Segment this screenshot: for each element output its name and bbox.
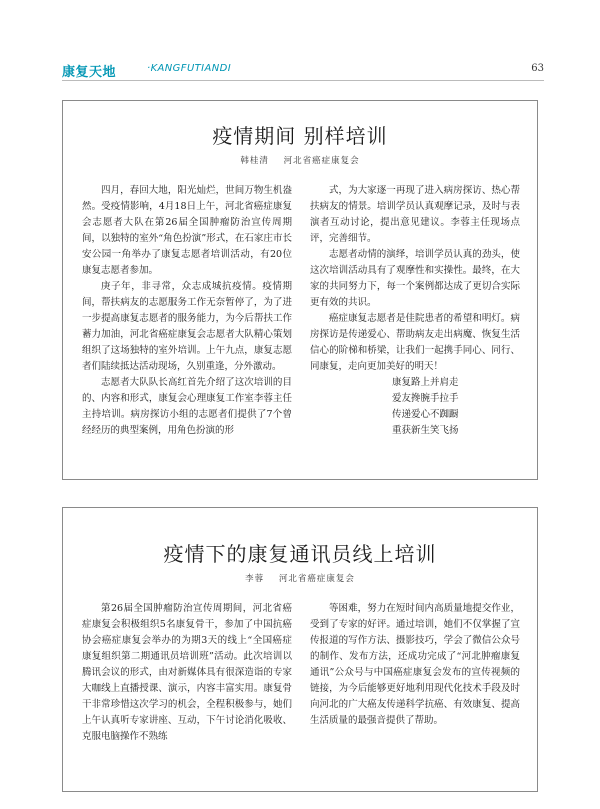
article-1-byline: 韩桂清 河北省癌症康复会 (240, 156, 360, 166)
paragraph: 志愿者动情的演绎，培训学员认真的劲头，使这次培训活动具有了观摩性和实操性。最终，在大家的共同努力下，每一个案例都达成了更切合实际更有效的共识。 (310, 249, 520, 308)
poem-line: 重获新生笑飞扬 (392, 425, 459, 436)
article-2-title: 疫情下的康复通讯员线上培训 (163, 542, 437, 566)
header-rule (62, 80, 544, 81)
article-2-right-column (310, 601, 520, 787)
paragraph: 式，为大家逐一再现了进入病房探访、热心帮扶病友的情景。培训学员认真观摩记录，及时与表演者互动讨论，提出意见建议。李蓉主任现场点评，完善细节。 (310, 185, 520, 244)
paragraph: 志愿者大队队长高红首先介绍了这次培训的目的、内容和形式，康复会心理康复工作室李蓉主任主持培训。病房探访小组的志愿者们提供了7个曾经经历的典型案例，用角色扮演的形 (82, 377, 292, 436)
article-box-2 (62, 507, 538, 792)
article-1-title: 疫情期间 别样培训 (212, 124, 388, 148)
paragraph: 第26届全国肿瘤防治宣传周期间，河北省癌症康复会积极组织5名康复骨干，参加了中国抗癌协会癌症康复会举办的为期3天的线上“全国癌症康复组织第二期通讯员培训班”活动。此次培训以腾讯会议的形式，由对新媒体具有很深造诣的专家大咖线上直播授课、演示，内容丰富实用。康复骨干非常珍惜这次学习的机会，全程积极参与，她们上午认真听专家讲座、互动，下午讨论消化吸收、克服电脑操作不熟练 (82, 603, 292, 742)
running-header (62, 60, 544, 82)
poem-line: 传递爱心不踟蹰 (392, 409, 459, 420)
paragraph: 庚子年，非寻常，众志成城抗疫情。疫情期间，帮扶病友的志愿服务工作无奈暂停了，为了进一步提高康复志愿者的服务能力，为今后帮扶工作蓄力加油，河北省癌症康复会志愿者大队精心策划组织了这场独特的室外培训。上午九点，康复志愿者们陆续抵达活动现场，久别重逢，分外激动。 (82, 281, 292, 372)
paragraph: 癌症康复志愿者是佳院患者的希望和明灯。病房探访是传递爱心、帮助病友走出病魔、恢复生活信心的阶梯和桥梁，让我们一起携手同心、同行、同康复，走向更加美好的明天！ (310, 313, 520, 372)
article-box-1 (62, 100, 538, 480)
paragraph: 等困难，努力在短时间内高质量地提交作业，受到了专家的好评。通过培训，她们不仅掌握了宣传报道的写作方法、摄影技巧，学会了微信公众号的制作、发布方法，还成功完成了“河北肿瘤康复通讯”公众号与中国癌症康复会发布的宣传视频的链接，为今后能够更好地利用现代化技术手段及时向河北的广大癌友传递科学抗癌、有效康复、提高生活质量的最强音提供了帮助。 (310, 603, 520, 726)
paragraph: 四月，春回大地，阳光灿烂，世间万物生机盎然。受疫情影响，4月18日上午，河北省癌症康复会志愿者大队在第26届全国肿瘤防治宣传周期间，以独特的室外“角色扮演”形式，在石家庄市长安公园一角举办了康复志愿者培训活动，有20位康复志愿者参加。 (82, 185, 292, 276)
page-number: 63 (531, 63, 544, 74)
article-1-right-column (310, 183, 520, 475)
poem-line: 爱友搀腕手拉手 (392, 393, 459, 404)
closing-poem (310, 375, 520, 439)
article-1-left-column (82, 183, 292, 475)
section-name: 康复天地 (62, 65, 117, 80)
poem-line: 康复路上并肩走 (392, 377, 459, 388)
article-2-byline: 李蓉 河北省癌症康复会 (245, 574, 355, 584)
article-2-left-column (82, 601, 292, 787)
section-name-pinyin: ·KANGFUTIANDI (147, 63, 232, 74)
